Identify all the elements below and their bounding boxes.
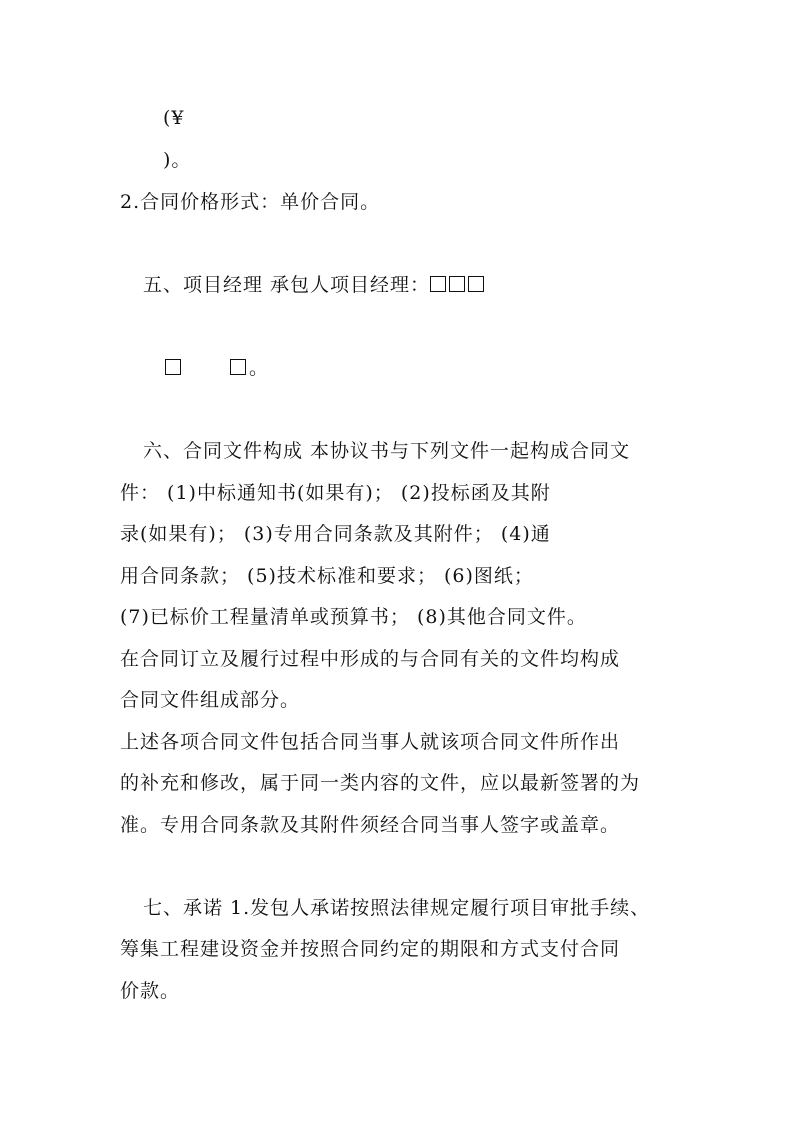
document-list-line-3: 用合同条款； (5)技术标准和要求； (6)图纸； <box>120 565 534 587</box>
paragraph-formation-line-2: 合同文件组成部分。 <box>120 689 301 711</box>
manager-blank-period: 。 <box>249 357 270 379</box>
commitment-line-2: 筹集工程建设资金并按照合同约定的期限和方式支付合同 <box>120 938 621 960</box>
section-six-heading: 六、合同文件构成 本协议书与下列文件一起构成合同文 <box>143 440 631 462</box>
price-amount-close: )。 <box>163 149 192 171</box>
blank-box <box>430 276 446 292</box>
price-amount-open: (¥ <box>163 107 185 129</box>
document-list-line-4: (7)已标价工程量清单或预算书； (8)其他合同文件。 <box>120 606 587 628</box>
blank-box <box>449 276 465 292</box>
blank-box <box>165 359 181 375</box>
section-seven-heading: 七、承诺 1.发包人承诺按照法律规定履行项目审批手续、 <box>143 897 651 919</box>
blank-box <box>468 276 484 292</box>
paragraph-supplement-line-1: 上述各项合同文件包括合同当事人就该项合同文件所作出 <box>120 731 621 753</box>
blank-box <box>230 359 246 375</box>
section-five-heading <box>143 273 487 297</box>
paragraph-supplement-line-3: 准。专用合同条款及其附件须经合同当事人签字或盖章。 <box>120 814 621 836</box>
section-five-text: 五、项目经理 承包人项目经理： <box>143 274 431 296</box>
paragraph-supplement-line-2: 的补充和修改，属于同一类内容的文件，应以最新签署的为 <box>120 772 641 794</box>
document-list-line-2: 录(如果有)； (3)专用合同条款及其附件； (4)通 <box>120 523 551 545</box>
document-list-line-1: 件： (1)中标通知书(如果有)； (2)投标函及其附 <box>120 482 551 504</box>
manager-blank-line <box>165 356 269 380</box>
commitment-line-3: 价款。 <box>120 980 181 1002</box>
paragraph-formation-line-1: 在合同订立及履行过程中形成的与合同有关的文件均构成 <box>120 648 621 670</box>
contract-price-form: 2.合同价格形式：单价合同。 <box>120 191 381 213</box>
